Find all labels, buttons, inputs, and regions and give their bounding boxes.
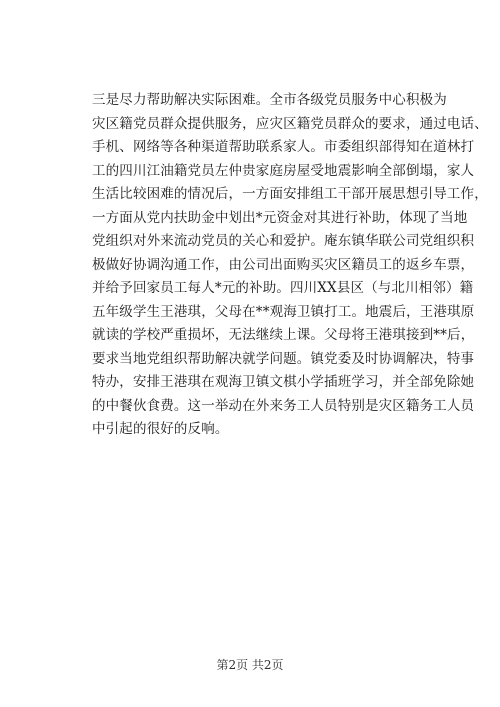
paragraph-line: 工的四川江油籍党员左仲贵家庭房屋受地震影响全部倒塌，家人 (92, 162, 475, 179)
paragraph-line: 五年级学生王港琪，父母在**观海卫镇打工。地震后，王港琪原 (92, 303, 475, 320)
paragraph-line: 特办，安排王港琪在观海卫镇文棋小学插班学习，并全部免除她 (92, 374, 475, 390)
paragraph-line: 党组织对外来流动党员的关心和爱护。庵东镇华联公司党组织积 (92, 233, 475, 249)
paragraph-line: 生活比较困难的情况后，一方面安排组工干部开展思想引导工作， (92, 186, 488, 202)
paragraph-line: 灾区籍党员群众提供服务，应灾区籍党员群众的要求，通过电话、 (92, 115, 488, 132)
paragraph-line: 一方面从党内扶助金中划出*元资金对其进行补助，体现了当地 (92, 209, 468, 226)
paragraph-line: 要求当地党组织帮助解决就学问题。镇党委及时协调解决，特事 (92, 350, 475, 367)
paragraph-line: 就读的学校严重损坏，无法继续上课。父母将王港琪接到**后， (92, 327, 475, 343)
paragraph-line: 三是尽力帮助解决实际困难。全市各级党员服务中心积极为 (92, 92, 447, 108)
body-paragraph (92, 89, 488, 442)
paragraph-line: 并给予回家员工每人*元的补助。四川XX县区（与北川相邻）籍 (92, 280, 474, 296)
paragraph-line: 的中餐伙食费。这一举动在外来务工人员特别是灾区籍务工人员 (92, 397, 475, 414)
paragraph-line: 极做好协调沟通工作，由公司出面购买灾区籍员工的返乡车票， (92, 256, 475, 273)
paragraph-line: 中引起的很好的反响。 (92, 421, 229, 437)
paragraph-line: 手机、网络等各种渠道帮助联系家人。市委组织部得知在道林打 (92, 139, 475, 155)
page-number-footer: 第2页 共2页 (216, 658, 284, 672)
